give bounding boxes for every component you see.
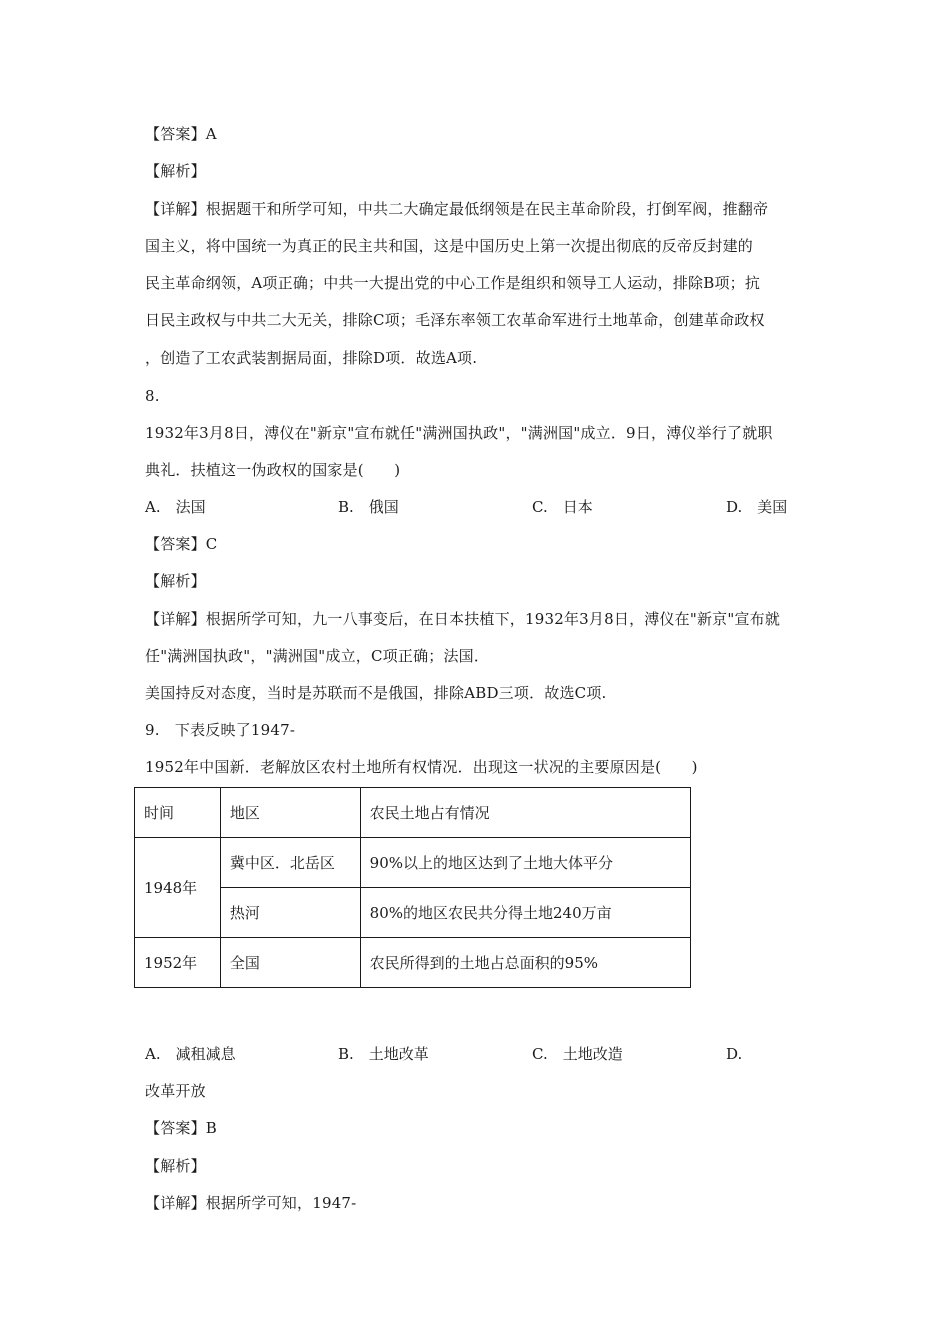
q8-answer: 【答案】C <box>145 535 218 553</box>
table-cell-year: 1948年 <box>135 838 221 938</box>
q8-detail-line: 【详解】根据所学可知，九一八事变后，在日本扶植下，1932年3月8日，溥仪在"新京"宣布就 <box>145 610 781 628</box>
q9-option-d: D. <box>726 1045 743 1063</box>
table-cell-region: 冀中区．北岳区 <box>220 838 360 888</box>
q7-detail-line: 民主革命纲领，A项正确；中共一大提出党的中心工作是组织和领导工人运动，排除B项；抗 <box>145 274 761 292</box>
table-row <box>135 838 691 888</box>
q9-option-a: A. 减租减息 <box>145 1045 236 1063</box>
q7-detail-line: 【详解】根据题干和所学可知，中共二大确定最低纲领是在民主革命阶段，打倒军阀，推翻帝 <box>145 200 769 218</box>
q7-detail-line: 日民主政权与中共二大无关，排除C项；毛泽东率领工农革命军进行土地革命，创建革命政权 <box>145 311 765 329</box>
q7-detail-line: ，创造了工农武装割据局面，排除D项．故选A项. <box>145 349 478 367</box>
q8-analysis-label: 【解析】 <box>145 572 206 590</box>
q8-stem-line: 典礼．扶植这一伪政权的国家是( ) <box>145 461 401 479</box>
table-cell-region: 全国 <box>220 938 360 988</box>
q8-number: 8. <box>145 387 160 405</box>
table-cell-year: 1952年 <box>135 938 221 988</box>
table-cell-status: 90%以上的地区达到了土地大体平分 <box>360 838 690 888</box>
table-cell-region: 热河 <box>220 888 360 938</box>
table-row <box>135 938 691 988</box>
table-header-cell: 农民土地占有情况 <box>360 788 690 838</box>
q9-analysis-label: 【解析】 <box>145 1157 206 1175</box>
q7-analysis-label: 【解析】 <box>145 162 206 180</box>
q8-detail-line: 任"满洲国执政"，"满洲国"成立，C项正确；法国． <box>145 647 490 665</box>
q8-option-b: B. 俄国 <box>338 498 399 516</box>
q9-stem-line: 9. 下表反映了1947- <box>145 721 296 739</box>
table-cell-status: 农民所得到的土地占总面积的95% <box>360 938 690 988</box>
table-cell-status: 80%的地区农民共分得土地240万亩 <box>360 888 690 938</box>
q7-detail-line: 国主义，将中国统一为真正的民主共和国，这是中国历史上第一次提出彻底的反帝反封建的 <box>145 237 754 255</box>
q8-option-c: C. 日本 <box>532 498 593 516</box>
q8-option-a: A. 法国 <box>145 498 206 516</box>
land-ownership-table <box>134 787 691 988</box>
table-header-cell: 时间 <box>135 788 221 838</box>
table-header-row <box>135 788 691 838</box>
q9-stem-line: 1952年中国新．老解放区农村土地所有权情况．出现这一状况的主要原因是( ) <box>145 758 698 776</box>
q9-option-b: B. 土地改革 <box>338 1045 429 1063</box>
q9-option-d-text: 改革开放 <box>145 1082 206 1100</box>
q9-detail-line: 【详解】根据所学可知，1947- <box>145 1194 357 1212</box>
q9-option-c: C. 土地改造 <box>532 1045 623 1063</box>
q8-option-d: D. 美国 <box>726 498 788 516</box>
q7-answer: 【答案】A <box>145 125 217 143</box>
table-header-cell: 地区 <box>220 788 360 838</box>
q8-stem-line: 1932年3月8日，溥仪在"新京"宣布就任"满洲国执政"，"满洲国"成立．9日，溥仪举行了就职 <box>145 424 773 442</box>
q9-answer: 【答案】B <box>145 1119 218 1137</box>
q8-detail-line: 美国持反对态度，当时是苏联而不是俄国，排除ABD三项．故选C项. <box>145 684 607 702</box>
